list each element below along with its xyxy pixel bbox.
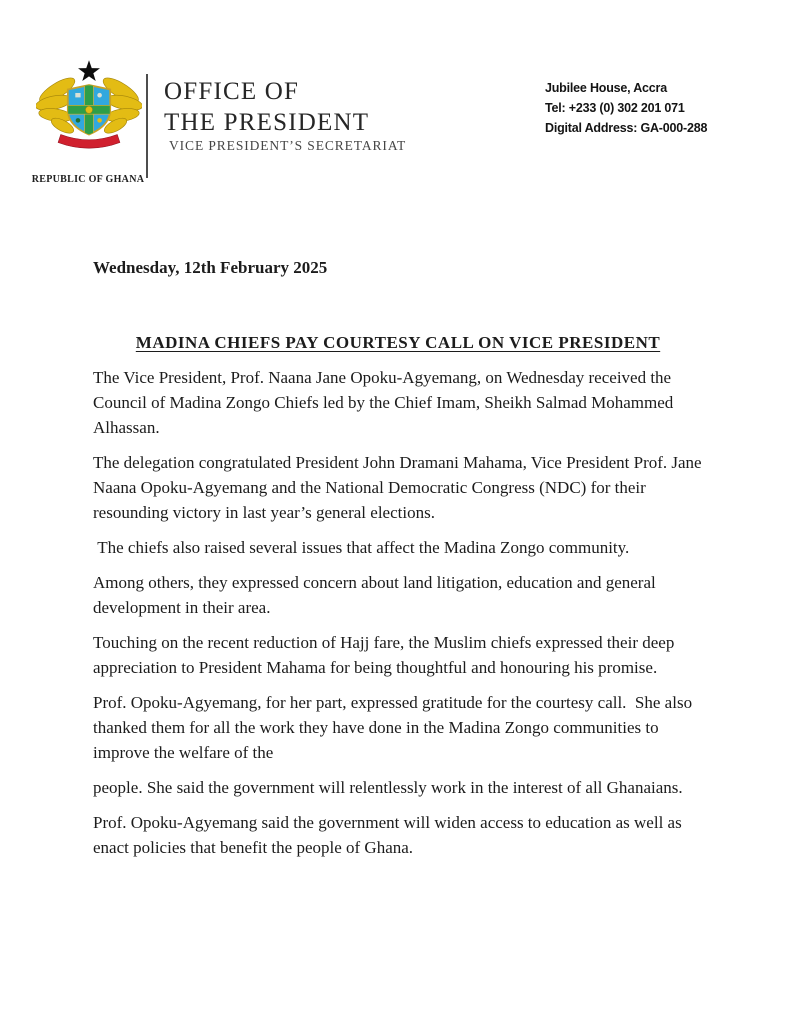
contact-digital-address: Digital Address: GA-000-288	[545, 121, 708, 135]
document-body	[93, 255, 706, 870]
paragraph-8: Prof. Opoku-Agyemang said the government will widen access to education as well as enact policies that benefit the people of Ghana.	[93, 813, 686, 857]
paragraph-3: The chiefs also raised several issues that affect the Madina Zongo community.	[93, 538, 630, 557]
contact-phone: Tel: +233 (0) 302 201 071	[545, 101, 685, 115]
letterhead-divider	[146, 74, 148, 178]
paragraph-5: Touching on the recent reduction of Hajj fare, the Muslim chiefs expressed their deep appreciation to President Mahama for being thoughtful and honouring his promise.	[93, 633, 679, 677]
coat-of-arms-logo	[36, 56, 142, 160]
contact-block	[545, 78, 707, 138]
document-date: Wednesday, 12th February 2025	[93, 258, 328, 277]
country-label: REPUBLIC OF GHANA	[31, 174, 145, 185]
paragraph-7: people. She said the government will relentlessly work in the interest of all Ghanaians.	[93, 778, 683, 797]
paragraph-4: Among others, they expressed concern about land litigation, education and general development in their area.	[93, 573, 660, 617]
paragraph-2: The delegation congratulated President John Dramani Mahama, Vice President Prof. Jane Naana Opoku-Agyemang and the National Democratic Congress (NDC) for their resounding victory in last year’s general elections.	[93, 453, 706, 522]
org-title	[164, 76, 369, 138]
paragraph-6: Prof. Opoku-Agyemang, for her part, expressed gratitude for the courtesy call. She also thanked them for all the work they have done in the Madina Zongo communities to improve the welfare of the	[93, 693, 697, 762]
ribbon-icon	[58, 135, 120, 149]
black-star-icon	[78, 60, 100, 81]
paragraph-1: The Vice President, Prof. Naana Jane Opoku-Agyemang, on Wednesday received the Council of Madina Zongo Chiefs led by the Chief Imam, Sheikh Salmad Mohammed Alhassan.	[93, 368, 677, 437]
org-title-line1: OFFICE OF	[164, 78, 300, 105]
org-title-line2: THE PRESIDENT	[164, 109, 370, 136]
department-label: VICE PRESIDENT’S SECRETARIAT	[169, 138, 407, 153]
document-headline: MADINA CHIEFS PAY COURTESY CALL ON VICE PRESIDENT	[135, 333, 661, 352]
contact-address: Jubilee House, Accra	[545, 81, 667, 95]
